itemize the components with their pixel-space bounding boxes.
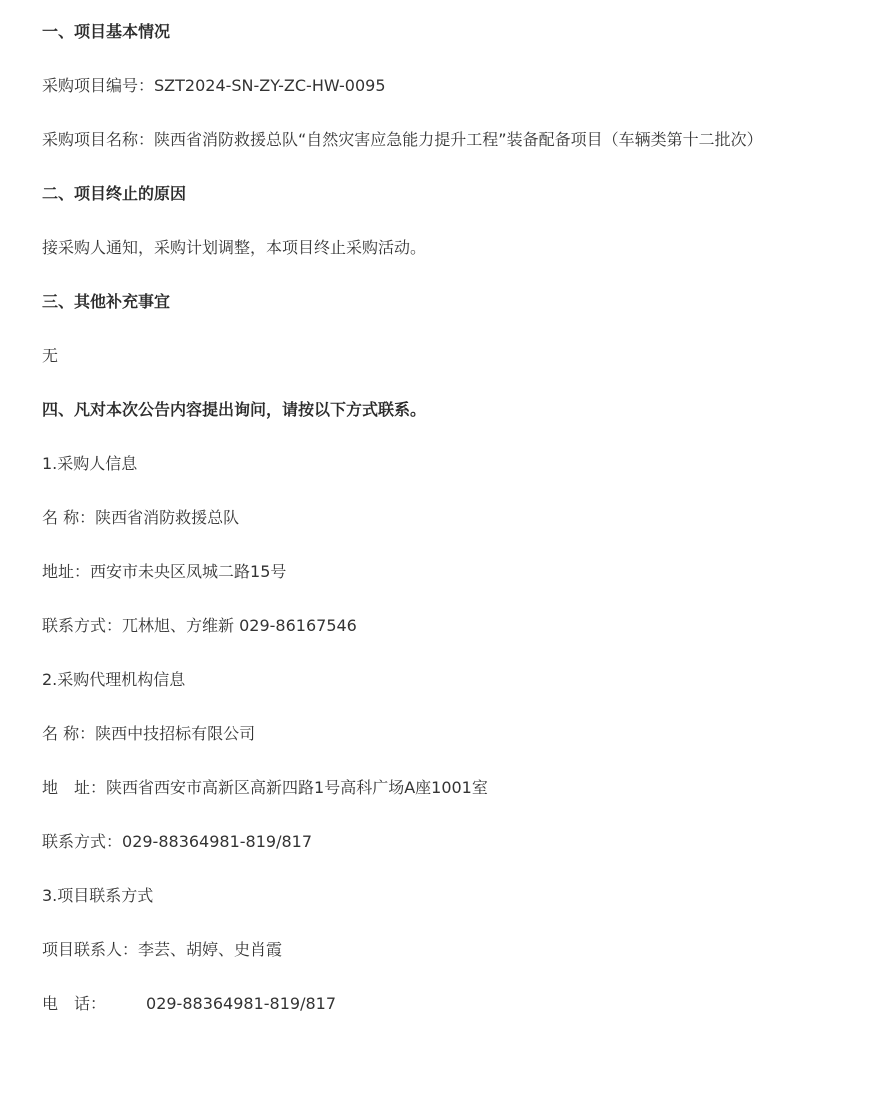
agency-address-row [42,777,488,799]
project-name-value: 陕西省消防救援总队“自然灾害应急能力提升工程”装备配备项目（车辆类第十二批次） [154,130,763,149]
project-contact-phone-value: 029-88364981-819/817 [146,994,337,1013]
purchaser-contact-value: 兀林旭、方维新 029-86167546 [122,616,357,635]
project-contact-heading: 3.项目联系方式 [42,886,154,905]
project-contact-person-label: 项目联系人： [42,940,139,959]
purchaser-name-label: 名 称： [42,508,96,527]
project-contact-phone-label: 电 话： [42,994,107,1013]
purchaser-address-value: 西安市未央区凤城二路15号 [90,562,287,581]
purchaser-contact-row [42,615,357,637]
agency-address-label: 地 址： [42,778,107,797]
agency-name-row [42,723,255,745]
agency-contact-label: 联系方式： [42,832,123,851]
purchaser-address-label: 地址： [42,562,91,581]
purchaser-heading: 1.采购人信息 [42,454,138,473]
project-contact-person-row [42,939,282,961]
section-1-title: 一、项目基本情况 [42,22,171,41]
other-matters: 无 [42,346,59,365]
section-2-title: 二、项目终止的原因 [42,184,187,203]
agency-contact-row [42,831,312,853]
agency-name-value: 陕西中技招标有限公司 [95,724,256,743]
agency-heading: 2.采购代理机构信息 [42,670,186,689]
purchaser-name-row [42,507,239,529]
agency-contact-value: 029-88364981-819/817 [122,832,313,851]
project-number-label: 采购项目编号： [42,76,155,95]
project-contact-person-value: 李芸、胡婷、史肖霞 [138,940,283,959]
section-4-title: 四、凡对本次公告内容提出询问，请按以下方式联系。 [42,400,427,419]
purchaser-contact-label: 联系方式： [42,616,123,635]
project-number-value: SZT2024-SN-ZY-ZC-HW-0095 [154,76,386,95]
purchaser-address-row [42,561,286,583]
agency-name-label: 名 称： [42,724,96,743]
agency-address-value: 陕西省西安市高新区高新四路1号高科广场A座1001室 [106,778,488,797]
project-name-label: 采购项目名称： [42,130,155,149]
project-number-row [42,75,386,97]
section-3-title: 三、其他补充事宜 [42,292,171,311]
purchaser-name-value: 陕西省消防救援总队 [95,508,240,527]
project-name-row [42,129,763,151]
termination-reason: 接采购人通知，采购计划调整，本项目终止采购活动。 [42,238,427,257]
project-contact-phone-row [42,993,336,1015]
